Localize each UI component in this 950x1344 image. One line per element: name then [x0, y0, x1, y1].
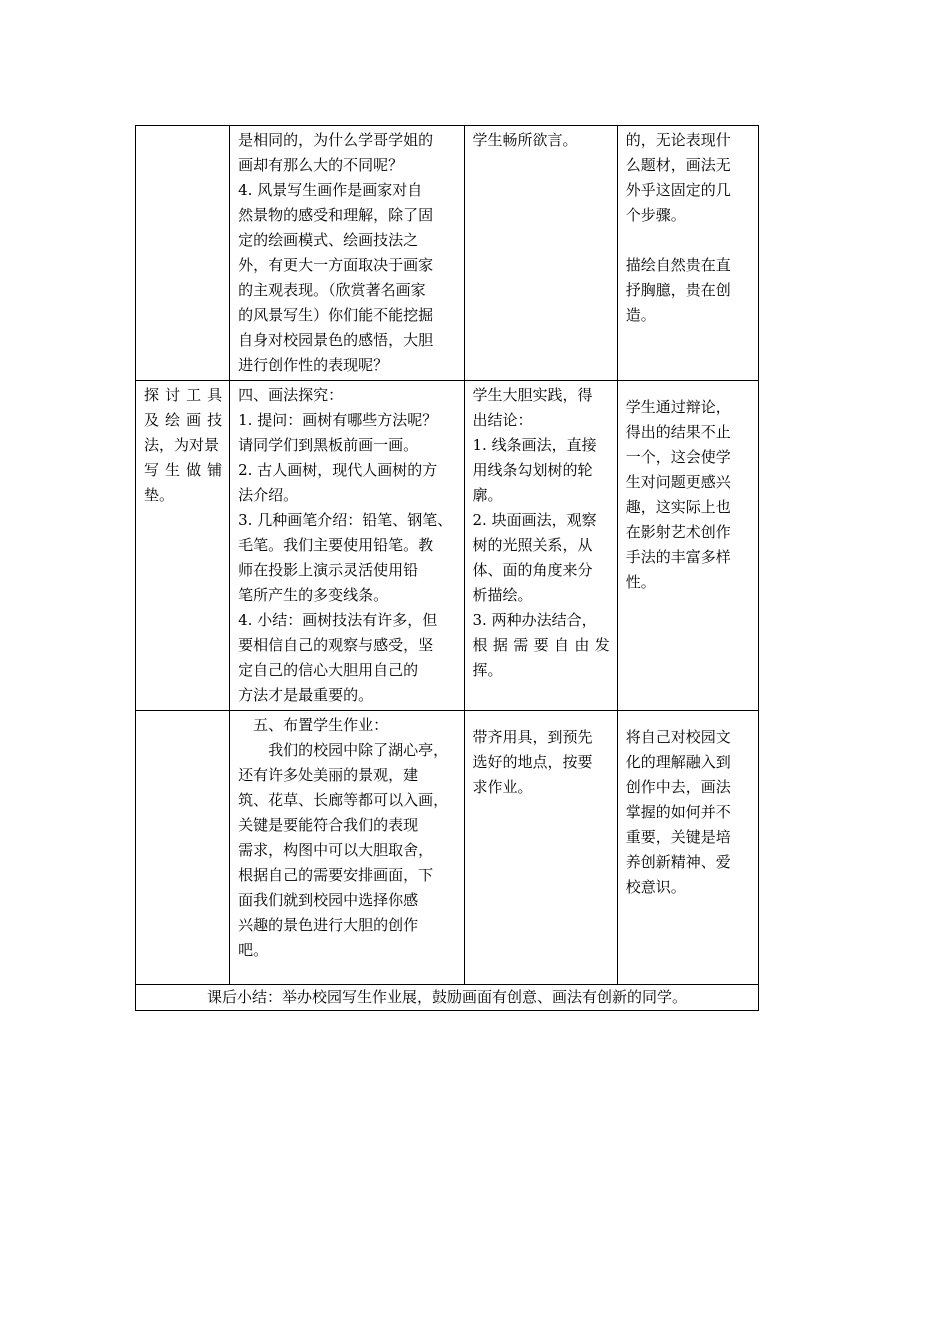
intent-line: 抒胸臆，贵在创 — [625, 281, 731, 299]
student-line: 用线条勾划树的轮 — [472, 461, 593, 479]
intent-line: 外乎这固定的几 — [625, 181, 731, 199]
intent-line: 个步骤。 — [625, 206, 686, 224]
goal-line: 及绘画技 — [144, 411, 223, 429]
intent-line: 在影射艺术创作 — [625, 523, 731, 541]
intent-line: 重要，关键是培 — [625, 828, 731, 846]
intent-line: 养创新精神、爱 — [625, 853, 731, 871]
student-line: 1. 线条画法，直接 — [472, 436, 597, 454]
student-line: 体、面的角度来分 — [472, 561, 593, 579]
table-row — [136, 381, 759, 711]
intent-line: 描绘自然贵在直 — [625, 256, 731, 274]
content-line: 4. 风景写生画作是画家对自 — [238, 181, 423, 199]
summary-cell — [136, 985, 759, 1011]
student-line: 3. 两种办法结合， — [472, 611, 597, 629]
content-line: 外，有更大一方面取决于画家 — [238, 256, 434, 274]
goal-cell — [136, 381, 230, 711]
intent-line: 造。 — [625, 306, 656, 324]
content-cell — [230, 711, 464, 985]
summary-text: 课后小结：举办校园写生作业展，鼓励画面有创意、画法有创新的同学。 — [206, 988, 687, 1006]
content-line: 是相同的，为什么学哥学姐的 — [238, 131, 434, 149]
content-line: 面我们就到校园中选择你感 — [238, 891, 419, 909]
content-line: 1. 提问：画树有哪些方法呢？ — [238, 411, 438, 429]
intent-line: 化的理解融入到 — [625, 753, 731, 771]
content-line: 2. 古人画树，现代人画树的方 — [238, 461, 438, 479]
student-line: 学生畅所欲言。 — [472, 131, 578, 149]
design-intent-cell — [617, 381, 758, 711]
student-line: 析描绘。 — [472, 586, 533, 604]
content-line: 需求，构图中可以大胆取舍， — [238, 841, 434, 859]
content-line: 画却有那么大的不同呢？ — [238, 156, 404, 174]
student-line: 出结论： — [472, 411, 533, 429]
goal-cell — [136, 126, 230, 381]
intent-line: 趣，这实际上也 — [625, 498, 731, 516]
intent-line: 掌握的如何并不 — [625, 803, 731, 821]
content-line: 方法才是最重要的。 — [238, 686, 374, 704]
content-line: 请同学们到黑板前画一画。 — [238, 436, 419, 454]
paragraph-gap — [626, 228, 751, 253]
content-line: 兴趣的景色进行大胆的创作 — [238, 916, 419, 934]
goal-line: 探讨工具 — [144, 386, 223, 404]
goal-line: 写生做铺 — [144, 461, 223, 479]
table-row — [136, 711, 759, 985]
student-line: 2. 块面画法，观察 — [472, 511, 597, 529]
content-line: 四、画法探究： — [238, 386, 344, 404]
goal-cell — [136, 711, 230, 985]
content-cell — [230, 126, 464, 381]
student-line: 廓。 — [472, 486, 503, 504]
content-line: 还有许多处美丽的景观，建 — [238, 766, 419, 784]
student-activity-cell — [464, 126, 617, 381]
intent-line: 创作中去，画法 — [625, 778, 731, 796]
intent-line: 学生通过辩论， — [625, 398, 731, 416]
design-intent-cell — [617, 711, 758, 985]
content-line: 要相信自己的观察与感受，坚 — [238, 636, 434, 654]
content-line: 我们的校园中除了湖心亭， — [268, 741, 449, 759]
summary-row — [136, 985, 759, 1011]
intent-line: 将自己对校园文 — [625, 728, 731, 746]
intent-line: 手法的丰富多样 — [625, 548, 731, 566]
content-line: 毛笔。我们主要使用铅笔。教 — [238, 536, 434, 554]
content-line: 笔所产生的多变线条。 — [238, 586, 389, 604]
design-intent-cell — [617, 126, 758, 381]
content-line: 师在投影上演示灵活使用铅 — [238, 561, 419, 579]
content-line: 关键是要能符合我们的表现 — [238, 816, 419, 834]
intent-line: 的，无论表现什 — [625, 131, 731, 149]
content-line: 法介绍。 — [238, 486, 299, 504]
student-line: 挥。 — [472, 661, 503, 679]
student-activity-cell — [464, 381, 617, 711]
student-activity-cell — [464, 711, 617, 985]
content-line: 定的绘画模式、绘画技法之 — [238, 231, 419, 249]
student-line: 学生大胆实践，得 — [472, 386, 593, 404]
student-line: 求作业。 — [472, 778, 533, 796]
content-line: 定自己的信心大胆用自己的 — [238, 661, 419, 679]
intent-line: 生对问题更感兴 — [625, 473, 731, 491]
content-line: 根据自己的需要安排画面，下 — [238, 866, 434, 884]
student-line: 带齐用具，到预先 — [472, 728, 593, 746]
student-line: 根据需要自由发 — [472, 636, 610, 654]
content-line: 自身对校园景色的感悟，大胆 — [238, 331, 434, 349]
content-line: 五、布置学生作业： — [253, 716, 389, 734]
content-line: 的风景写生）你们能不能挖掘 — [238, 306, 434, 324]
intent-line: 一个，这会使学 — [625, 448, 731, 466]
intent-line: 性。 — [625, 573, 656, 591]
content-line: 进行创作性的表现呢？ — [238, 356, 389, 374]
content-line: 筑、花草、长廊等都可以入画， — [238, 791, 449, 809]
content-line: 3. 几种画笔介绍：铅笔、钢笔、 — [238, 511, 453, 529]
content-cell — [230, 381, 464, 711]
intent-line: 得出的结果不止 — [625, 423, 731, 441]
goal-line: 垫。 — [144, 486, 175, 504]
student-line: 树的光照关系，从 — [472, 536, 593, 554]
intent-line: 么题材，画法无 — [625, 156, 731, 174]
student-line: 选好的地点，按要 — [472, 753, 593, 771]
lesson-plan-table — [135, 125, 759, 1011]
content-line: 然景物的感受和理解，除了固 — [238, 206, 434, 224]
goal-line: 法，为对景 — [144, 436, 220, 454]
content-line: 4. 小结：画树技法有许多，但 — [238, 611, 438, 629]
intent-line: 校意识。 — [625, 878, 686, 896]
content-line: 吧。 — [238, 941, 269, 959]
table-row — [136, 126, 759, 381]
content-line: 的主观表现。（欣赏著名画家 — [238, 281, 426, 299]
